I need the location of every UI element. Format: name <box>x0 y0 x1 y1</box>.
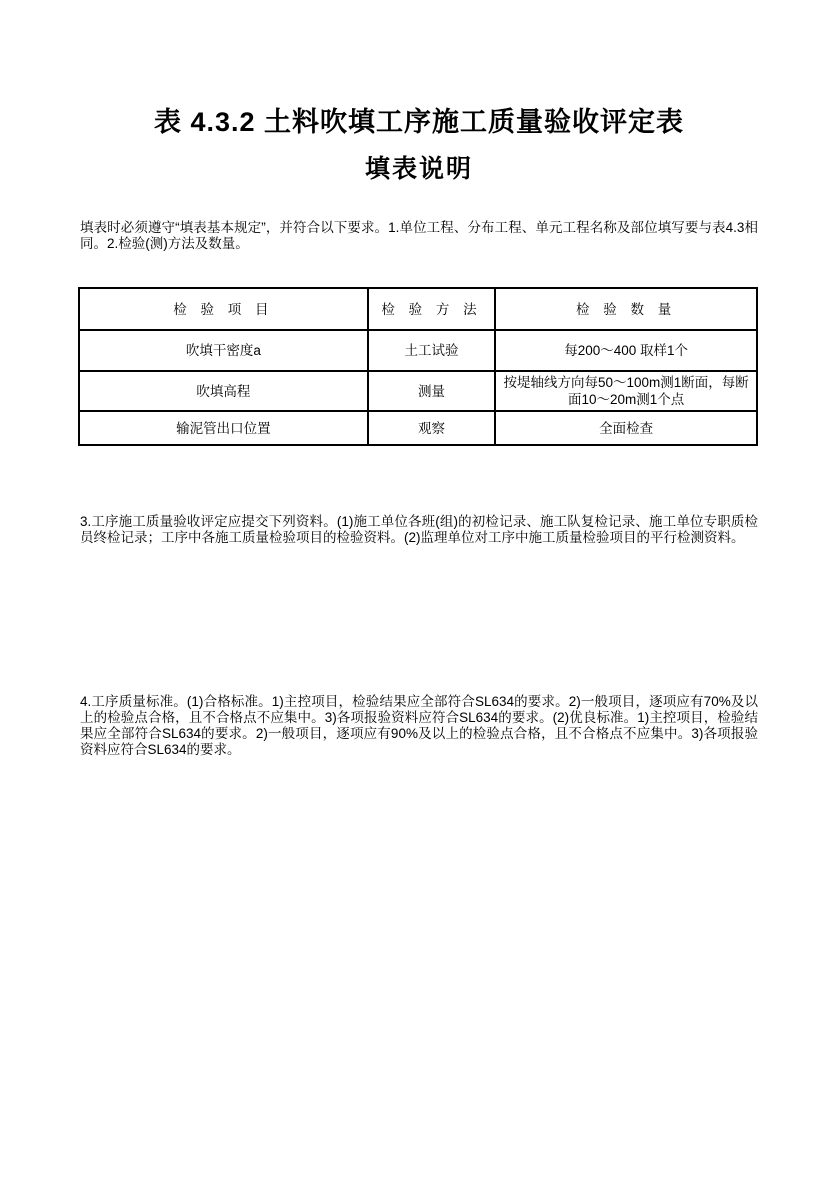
intro-paragraph: 填表时必须遵守“填表基本规定”，并符合以下要求。1.单位工程、分布工程、单元工程名称及部位填写要与表4.3相同。2.检验(测)方法及数量。 <box>80 220 758 251</box>
item4-paragraph: 4.工序质量标准。(1)合格标准。1)主控项目，检验结果应全部符合SL634的要求。2)一般项目，逐项应有70%及以上的检验点合格，且不合格点不应集中。3)各项报验资料应符合SL634的要求。(2)优良标准。1)主控项目，检验结果应全部符合SL634的要求。2)一般项目，逐项应有90%及以上的检验点合格，且不合格点不应集中。3)各项报验资料应符合SL634的要求。 <box>80 694 758 757</box>
cell-quantity: 全面检查 <box>495 411 757 445</box>
cell-method: 观察 <box>368 411 495 445</box>
header-check-method: 检 验 方 法 <box>368 288 495 330</box>
page-title: 表 4.3.2 土料吹填工序施工质量验收评定表 <box>153 107 685 137</box>
cell-method: 测量 <box>368 371 495 411</box>
page-subtitle: 填表说明 <box>364 155 473 183</box>
cell-quantity: 每200～400 取样1个 <box>495 330 757 371</box>
inspection-table <box>78 287 758 446</box>
table-row <box>79 330 757 371</box>
table-row <box>79 411 757 445</box>
header-check-item: 检 验 项 目 <box>79 288 368 330</box>
cell-item: 吹填高程 <box>79 371 368 411</box>
cell-item: 输泥管出口位置 <box>79 411 368 445</box>
item3-paragraph: 3.工序施工质量验收评定应提交下列资料。(1)施工单位各班(组)的初检记录、施工队复检记录、施工单位专职质检员终检记录；工序中各施工质量检验项目的检验资料。(2)监理单位对工序中施工质量检验项目的平行检测资料。 <box>80 514 758 545</box>
cell-item: 吹填干密度a <box>79 330 368 371</box>
cell-quantity: 按堤轴线方向每50～100m测1断面，每断面10～20m测1个点 <box>495 371 757 411</box>
table-row <box>79 371 757 411</box>
header-check-quantity: 检 验 数 量 <box>495 288 757 330</box>
table-header-row <box>79 288 757 330</box>
cell-method: 土工试验 <box>368 330 495 371</box>
